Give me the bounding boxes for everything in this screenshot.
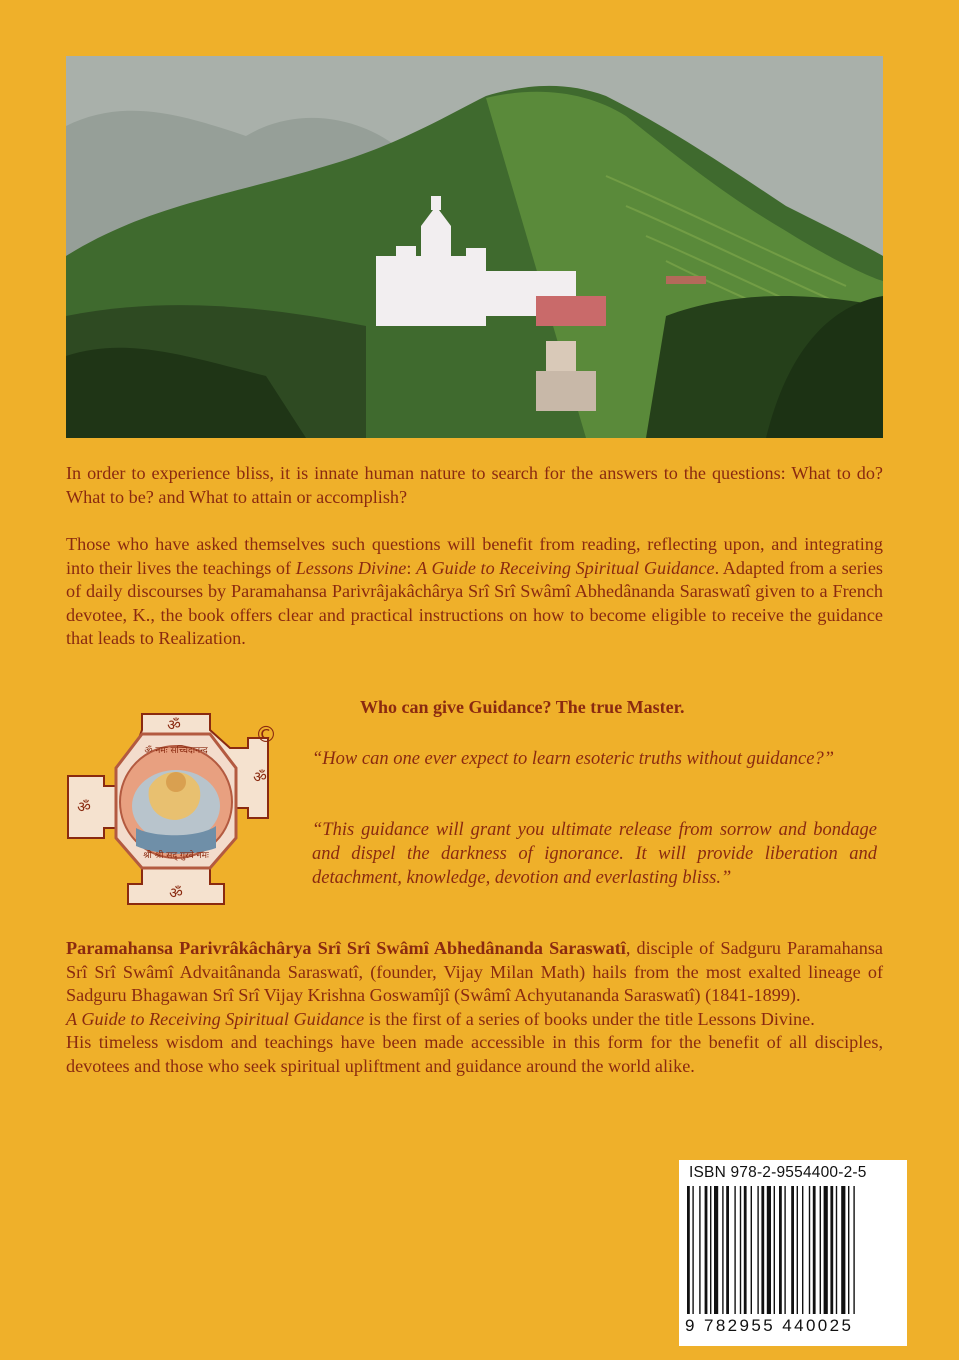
barcode-bar — [848, 1186, 849, 1314]
barcode-bar — [761, 1186, 764, 1314]
barcode-bar — [744, 1186, 747, 1314]
body-paragraph — [66, 533, 883, 651]
body-text: : — [406, 557, 417, 578]
om-symbol-right: ॐ — [253, 768, 267, 786]
barcode-bar — [740, 1186, 741, 1314]
om-symbol-bottom: ॐ — [169, 884, 183, 902]
barcode-bar — [714, 1186, 718, 1314]
body-text: Those who have asked themselves such questions will benefit from reading, reflecting upon, and integrating into their lives the teachings of — [66, 534, 883, 578]
barcode-panel — [679, 1160, 907, 1346]
emblem-bottom-text: श्री श्री सद् गुरवे नमः — [143, 851, 209, 861]
barcode-bar — [705, 1186, 708, 1314]
barcode-bar — [779, 1186, 782, 1314]
barcode-bar — [802, 1186, 803, 1314]
section-heading: Who can give Guidance? The true Master. — [360, 697, 685, 717]
quote-guidance-release: “This guidance will grant you ultimate release from sorrow and bondage and dispel the darkness of ignorance. It will provide liberation and detachment, knowledge, devotion and everlasting bliss.” — [312, 820, 877, 888]
barcode-bar — [699, 1186, 700, 1314]
barcode-bar — [830, 1186, 833, 1314]
emblem-top-text: ॐ नमः सच्चिदानन्द — [144, 746, 208, 756]
barcode-bar — [784, 1186, 785, 1314]
temple-on-hill-photo — [66, 56, 883, 438]
series-title: A Guide to Receiving Spiritual Guidance — [66, 1008, 365, 1029]
barcode-bar — [726, 1186, 729, 1314]
barcode-bar — [853, 1186, 854, 1314]
temple-photo — [66, 56, 883, 438]
om-symbol-left: ॐ — [77, 798, 91, 816]
body-text: . Adapted from a series of daily discourses by Paramahansa Parivrâjakâchârya Srî Srî Swâmî Abhedânanda Saraswatî given to a French devotee, K., the book offers clear and practical instructions on how to become eligible to receive the guidance that leads to Realization. — [66, 557, 883, 648]
barcode-bar — [836, 1186, 837, 1314]
isbn-label: ISBN 978-2-9554400-2-5 — [689, 1164, 867, 1181]
barcode-bar — [687, 1186, 690, 1314]
barcode-digits: 9 782955 440025 — [685, 1316, 854, 1335]
barcode-bar — [791, 1186, 794, 1314]
barcode-bar — [722, 1186, 723, 1314]
barcode-bar — [692, 1186, 693, 1314]
om-symbol-top: ॐ — [167, 716, 181, 734]
barcode-bar — [809, 1186, 810, 1314]
barcode-bar — [774, 1186, 775, 1314]
copyright-symbol: © — [255, 723, 277, 748]
barcode-icon — [685, 1186, 901, 1318]
barcode-bar — [767, 1186, 771, 1314]
barcode-bar — [797, 1186, 798, 1314]
intro-paragraph: In order to experience bliss, it is innate human nature to search for the answers to the questions: What to do? What to be? and What to attain or accomplish? — [66, 463, 883, 507]
barcode-bar — [710, 1186, 711, 1314]
book-title: Lessons Divine — [295, 557, 407, 578]
quote-esoteric-truths: “How can one ever expect to learn esoteric truths without guidance?” — [312, 749, 835, 769]
barcode-bar — [813, 1186, 816, 1314]
bio-text: , disciple of Sadguru Paramahansa Srî Srî Swâmî Advaitânanda Saraswatî, (founder, Vijay Milan Math) hails from the most exalted lineage of Sadguru Bhagawan Srî Srî Vijay Krishna Goswamîjî (Swâmî Achyutananda Saraswatî) (1841-1899). — [66, 938, 883, 1005]
author-name: Paramahansa Parivrâkâchârya Srî Srî Swâmî Abhedânanda Saraswatî — [66, 938, 626, 958]
barcode-bar — [820, 1186, 821, 1314]
barcode-bar — [824, 1186, 828, 1314]
author-bio-paragraph — [66, 937, 883, 1078]
barcode-bar — [757, 1186, 758, 1314]
bio-text: His timeless wisdom and teachings have been made accessible in this form for the benefit of all disciples, devotees and those who seek spiritual upliftment and guidance around the world alike. — [66, 1032, 883, 1076]
book-subtitle: A Guide to Receiving Spiritual Guidance — [416, 557, 715, 578]
barcode-bar — [841, 1186, 845, 1314]
om-emblem-icon — [64, 708, 288, 908]
barcode-bar — [734, 1186, 735, 1314]
bio-text: is the first of a series of books under the title Lessons Divine. — [364, 1008, 815, 1029]
barcode-bar — [751, 1186, 752, 1314]
